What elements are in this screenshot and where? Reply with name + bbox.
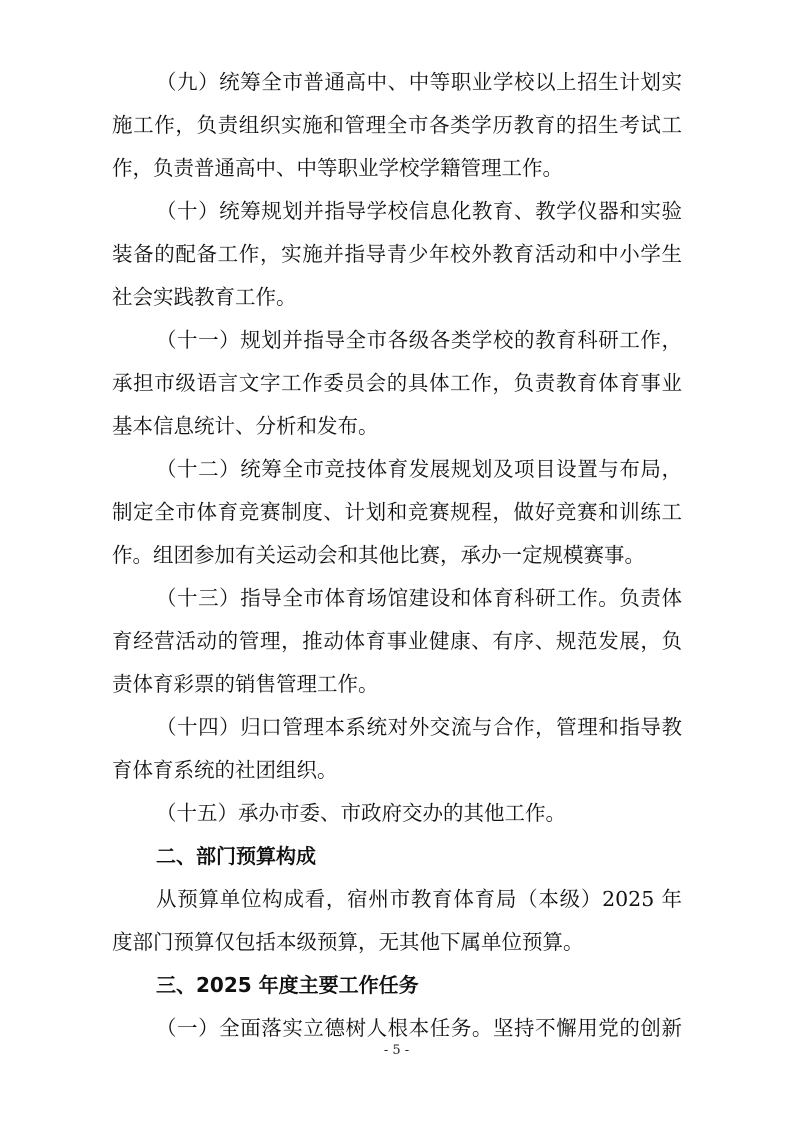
paragraph-line: （十三）指导全市体育场馆建设和体育科研工作。负责体 (156, 586, 682, 610)
paragraph-line: （十）统筹规划并指导学校信息化教育、教学仪器和实验 (156, 199, 682, 223)
paragraph-line: （十二）统筹全市竞技体育发展规划及项目设置与布局， (156, 457, 682, 481)
paragraph-line: 度部门预算仅包括本级预算，无其他下属单位预算。 (112, 930, 584, 954)
section-heading: 二、部门预算构成 (156, 844, 316, 868)
paragraph-line: 制定全市体育竞赛制度、计划和竞赛规程，做好竞赛和训练工 (112, 500, 682, 524)
paragraph-line: （九）统筹全市普通高中、中等职业学校以上招生计划实 (156, 70, 682, 94)
paragraph-line: 作，负责普通高中、中等职业学校学籍管理工作。 (112, 156, 563, 180)
paragraph-line: 装备的配备工作，实施并指导青少年校外教育活动和中小学生 (112, 242, 682, 266)
paragraph-line: 社会实践教育工作。 (112, 285, 297, 309)
paragraph-line: 作。组团参加有关运动会和其他比赛，承办一定规模赛事。 (112, 543, 645, 567)
paragraph-line: 从预算单位构成看，宿州市教育体育局（本级）2025 年 (156, 887, 682, 911)
paragraph-line: 承担市级语言文字工作委员会的具体工作，负责教育体育事业 (112, 371, 682, 395)
page-number: - 5 - (383, 1043, 410, 1058)
section-heading: 三、2025 年度主要工作任务 (156, 973, 419, 997)
paragraph-line: 基本信息统计、分析和发布。 (112, 414, 379, 438)
paragraph-line: （一）全面落实立德树人根本任务。坚持不懈用党的创新 (156, 1016, 682, 1040)
paragraph-line: （十四）归口管理本系统对外交流与合作，管理和指导教 (156, 715, 682, 739)
paragraph-line: 施工作，负责组织实施和管理全市各类学历教育的招生考试工 (112, 113, 682, 137)
paragraph-line: （十五）承办市委、市政府交办的其他工作。 (156, 801, 566, 825)
paragraph-line: 育体育系统的社团组织。 (112, 758, 338, 782)
paragraph-line: 责体育彩票的销售管理工作。 (112, 672, 379, 696)
paragraph-line: 育经营活动的管理，推动体育事业健康、有序、规范发展，负 (112, 629, 682, 653)
paragraph-line: （十一）规划并指导全市各级各类学校的教育科研工作， (156, 328, 682, 352)
